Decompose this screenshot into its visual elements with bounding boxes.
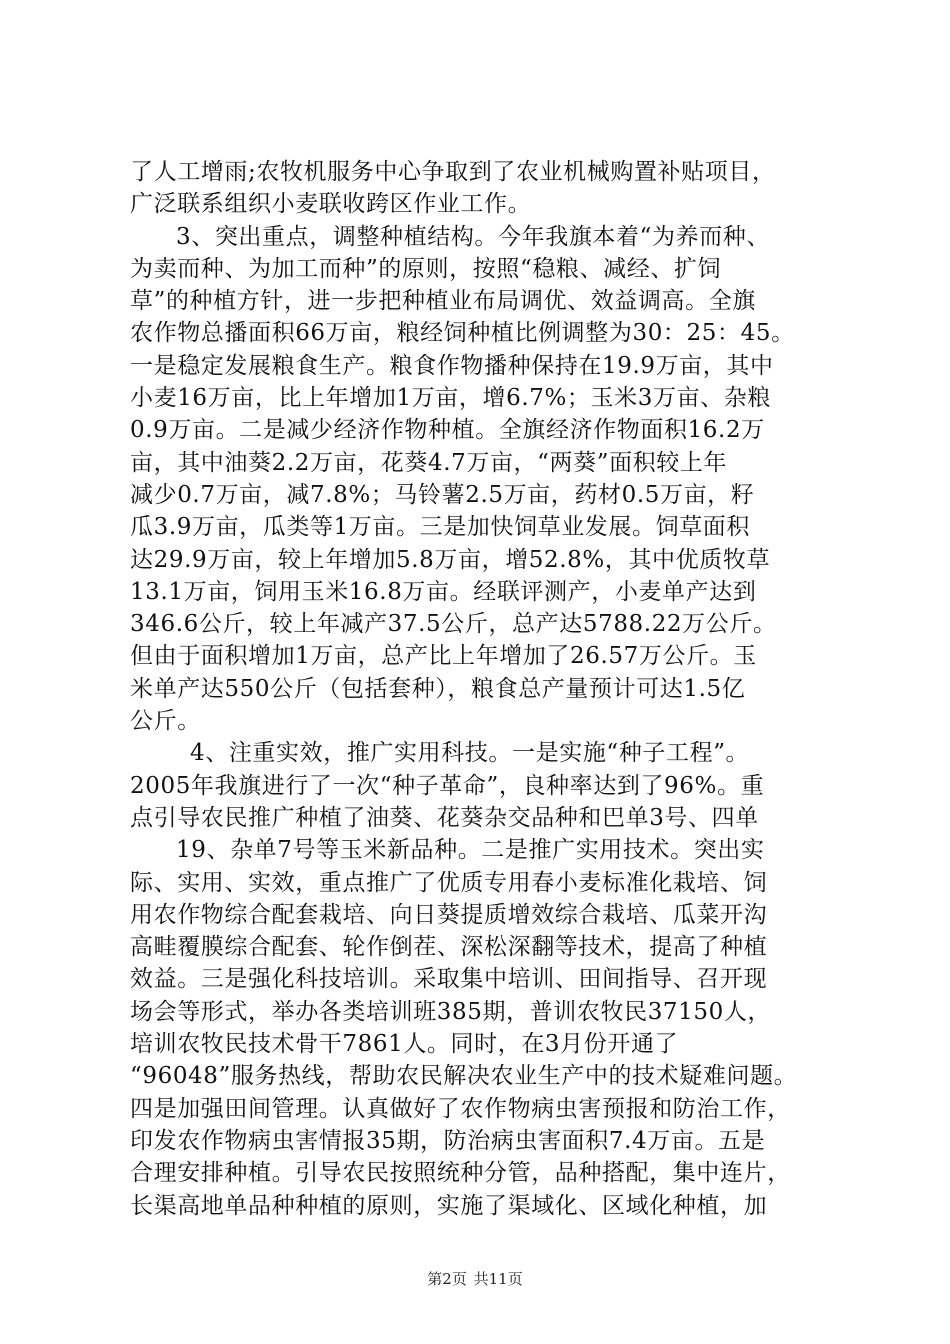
text-line: 为卖而种、为加工而种”的原则，按照“稳粮、减经、扩饲 — [130, 255, 722, 282]
text-line: 印发农作物病虫害情报35期，防治病虫害面积7.4万亩。五是 — [130, 1127, 766, 1154]
text-line: 3、突出重点，调整种植结构。今年我旗本着“为养而种、 — [176, 223, 770, 250]
text-line: 346.6公斤，较上年减产37.5公斤，总产达5788.22万公斤。 — [130, 611, 777, 638]
text-line: 小麦16万亩，比上年增加1万亩，增6.7%；玉米3万亩、杂粮 — [130, 385, 771, 412]
text-line: 场会等形式，举办各类培训班385期，普训农牧民37150人， — [130, 998, 772, 1025]
text-line: 减少0.7万亩，减7.8%；马铃薯2.5万亩，药材0.5万亩，籽 — [130, 481, 755, 508]
page-footer — [0, 1268, 950, 1289]
text-line: 高畦覆膜综合配套、轮作倒茬、深松深翻等技术，提高了种植 — [130, 934, 768, 961]
text-line: 效益。三是强化科技培训。采取集中培训、田间指导、召开现 — [130, 966, 768, 993]
text-line: 公斤。 — [130, 708, 201, 735]
text-line: 达29.9万亩，较上年增加5.8万亩，增52.8%，其中优质牧草 — [130, 546, 771, 573]
total-pages: 共11页 — [473, 1270, 523, 1288]
body-text — [130, 156, 830, 1222]
text-line: “96048”服务热线，帮助农民解决农业生产中的技术疑难问题。 — [130, 1063, 798, 1090]
text-line: 19、杂单7号等玉米新品种。二是推广实用技术。突出实 — [176, 837, 765, 864]
text-line: 培训农牧民技术骨干7861人。同时，在3月份开通了 — [130, 1031, 679, 1058]
text-line: 长渠高地单品种种植的原则，实施了渠域化、区域化种植，加 — [130, 1192, 768, 1219]
text-line: 农作物总播面积66万亩，粮经饲种植比例调整为30：25：45。 — [130, 320, 795, 347]
text-line: 4、注重实效，推广实用科技。一是实施“种子工程”。 — [190, 740, 750, 767]
text-line: 米单产达550公斤（包括套种），粮食总产量预计可达1.5亿 — [130, 675, 746, 702]
text-line: 点引导农民推广种植了油葵、花葵杂交品种和巴单3号、四单 — [130, 804, 759, 831]
text-line: 一是稳定发展粮食生产。粮食作物播种保持在19.9万亩，其中 — [130, 352, 774, 379]
text-line: 际、实用、实效，重点推广了优质专用春小麦标准化栽培、饲 — [130, 869, 768, 896]
text-line: 四是加强田间管理。认真做好了农作物病虫害预报和防治工作， — [130, 1095, 791, 1122]
text-line: 亩，其中油葵2.2万亩，花葵4.7万亩，“两葵”面积较上年 — [130, 449, 728, 476]
page-number: 第2页 — [427, 1270, 467, 1288]
text-line: 草”的种植方针，进一步把种植业布局调优、效益调高。全旗 — [130, 288, 756, 315]
text-line: 广泛联系组织小麦联收跨区作业工作。 — [130, 191, 532, 218]
text-line: 合理安排种植。引导农民按照统种分管，品种搭配，集中连片， — [130, 1160, 791, 1187]
text-line: 但由于面积增加1万亩，总产比上年增加了26.57万公斤。玉 — [130, 643, 757, 670]
text-line: 13.1万亩，饲用玉米16.8万亩。经联评测产，小麦单产达到 — [130, 578, 757, 605]
text-line: 2005年我旗进行了一次“种子革命”，良种率达到了96%。重 — [130, 772, 765, 799]
text-line: 用农作物综合配套栽培、向日葵提质增效综合栽培、瓜菜开沟 — [130, 901, 768, 928]
text-line: 了人工增雨;农牧机服务中心争取到了农业机械购置补贴项目， — [130, 159, 776, 185]
text-line: 0.9万亩。二是减少经济作物种植。全旗经济作物面积16.2万 — [130, 417, 765, 444]
text-line: 瓜3.9万亩，瓜类等1万亩。三是加快饲草业发展。饲草面积 — [130, 514, 751, 541]
